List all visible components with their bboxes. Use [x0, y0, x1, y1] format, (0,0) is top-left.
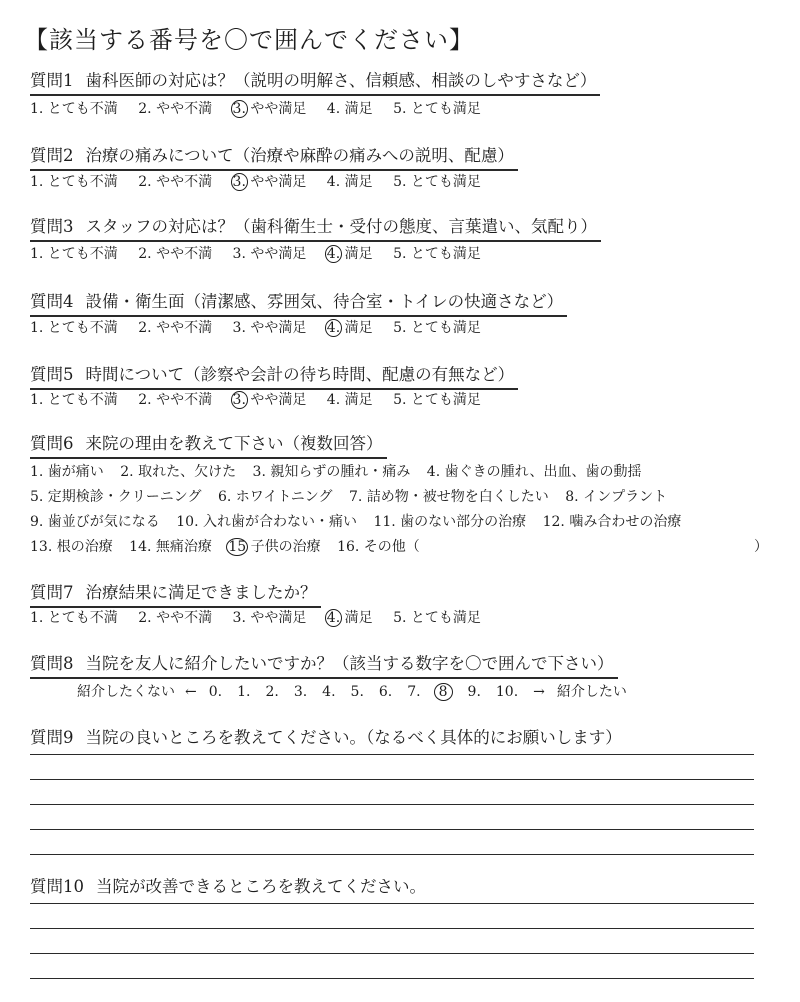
question-number: 質問4	[30, 292, 74, 311]
question-text: スタッフの対応は？（歯科衛生士・受付の態度、言葉遣い、気配り）	[85, 217, 597, 236]
scale-value[interactable]: 1.	[237, 684, 251, 700]
option-4[interactable]: 4. 満足	[326, 392, 373, 408]
option-5[interactable]: 5. とても満足	[393, 101, 481, 117]
reason-option[interactable]: 12. 噛み合わせの治療	[542, 514, 682, 530]
question-number: 質問8	[30, 654, 74, 673]
recommend-scale	[77, 682, 627, 702]
option-4-selected[interactable]: 4. 満足	[326, 610, 373, 626]
reason-option[interactable]: 13. 根の治療	[30, 539, 113, 555]
question-2	[30, 145, 518, 171]
question-6	[30, 433, 387, 459]
scale-value[interactable]: 5.	[350, 684, 364, 700]
answer-line[interactable]	[30, 804, 754, 805]
option-2[interactable]: 2. やや不満	[138, 320, 213, 336]
question-text: 当院の良いところを教えてください。（なるべく具体的にお願いします）	[85, 728, 622, 747]
option-5[interactable]: 5. とても満足	[393, 610, 481, 626]
option-5[interactable]: 5. とても満足	[393, 246, 481, 262]
answer-line[interactable]	[30, 953, 754, 954]
option-1[interactable]: 1. とても不満	[30, 101, 118, 117]
reason-option[interactable]: 4. 歯ぐきの腫れ、出血、歯の動揺	[426, 464, 642, 480]
left-arrow-icon: ←	[185, 684, 197, 700]
scale-value[interactable]: 7.	[407, 684, 421, 700]
reason-option[interactable]: 1. 歯が痛い	[30, 464, 104, 480]
scale-value[interactable]: 10.	[495, 684, 519, 700]
answer-line[interactable]	[30, 903, 754, 904]
question-text: 歯科医師の対応は？（説明の明解さ、信頼感、相談のしやすさなど）	[85, 71, 597, 90]
option-3-selected[interactable]: 3. やや満足	[232, 174, 307, 190]
reason-option[interactable]: 5. 定期検診・クリーニング	[30, 489, 202, 505]
scale-value[interactable]: 9.	[467, 684, 481, 700]
q4-options	[30, 318, 481, 338]
option-2[interactable]: 2. やや不満	[138, 174, 213, 190]
answer-line[interactable]	[30, 854, 754, 855]
scale-value[interactable]: 3.	[293, 684, 308, 700]
question-text: 当院を友人に紹介したいですか？（該当する数字を〇で囲んで下さい）	[85, 654, 614, 673]
reason-option[interactable]: 3. 親知らずの腫れ・痛み	[252, 464, 411, 480]
question-1	[30, 70, 600, 96]
option-3[interactable]: 3. やや満足	[232, 320, 307, 336]
option-3-selected[interactable]: 3. やや満足	[232, 392, 307, 408]
reason-option[interactable]: 6. ホワイトニング	[217, 489, 333, 505]
page-title: 【該当する番号を〇で囲んでください】	[24, 26, 474, 54]
q6-row-3	[30, 512, 693, 532]
option-4-selected[interactable]: 4. 満足	[326, 246, 373, 262]
q6-row-4	[30, 537, 420, 557]
reason-option[interactable]: 2. 取れた、欠けた	[120, 464, 237, 480]
question-text: 当院が改善できるところを教えてください。	[96, 877, 426, 896]
option-4[interactable]: 4. 満足	[326, 101, 373, 117]
scale-left-label: 紹介したくない	[77, 684, 175, 700]
reason-option[interactable]: 11. 歯のない部分の治療	[373, 514, 527, 530]
option-4[interactable]: 4. 満足	[326, 174, 373, 190]
option-2[interactable]: 2. やや不満	[138, 610, 213, 626]
question-8	[30, 653, 618, 679]
q7-options	[30, 608, 481, 628]
option-text: 子供の治療	[250, 539, 321, 555]
question-7	[30, 582, 321, 608]
option-3[interactable]: 3. やや満足	[232, 610, 307, 626]
question-number: 質問3	[30, 217, 74, 236]
answer-line[interactable]	[30, 779, 754, 780]
circled-number: 15	[228, 539, 247, 555]
reason-option[interactable]: 7. 詰め物・被せ物を白くしたい	[349, 489, 549, 505]
q3-options	[30, 244, 481, 264]
q6-row-1	[30, 462, 653, 482]
option-5[interactable]: 5. とても満足	[393, 174, 481, 190]
scale-value-selected[interactable]: 8	[434, 683, 453, 701]
question-text: 時間について（診察や会計の待ち時間、配慮の有無など）	[85, 365, 515, 384]
q5-options	[30, 390, 481, 410]
option-2[interactable]: 2. やや不満	[138, 246, 213, 262]
q2-options	[30, 172, 481, 192]
scale-value[interactable]: 2.	[265, 684, 279, 700]
scale-value[interactable]: 6.	[378, 684, 393, 700]
option-3[interactable]: 3. やや満足	[232, 246, 307, 262]
option-1[interactable]: 1. とても不満	[30, 174, 118, 190]
scale-value[interactable]: 4.	[322, 684, 336, 700]
answer-line[interactable]	[30, 978, 754, 979]
question-text: 来院の理由を教えて下さい（複数回答）	[85, 434, 383, 453]
reason-option[interactable]: 14. 無痛治療	[129, 539, 212, 555]
q1-options	[30, 99, 481, 119]
question-3	[30, 216, 601, 242]
question-5	[30, 364, 518, 390]
reason-option[interactable]: 8. インプラント	[565, 489, 668, 505]
other-close-paren: ）	[754, 539, 768, 555]
option-5[interactable]: 5. とても満足	[393, 392, 481, 408]
question-number: 質問7	[30, 583, 74, 602]
question-number: 質問6	[30, 434, 74, 453]
option-5[interactable]: 5. とても満足	[393, 320, 481, 336]
option-1[interactable]: 1. とても不満	[30, 392, 118, 408]
scale-value[interactable]: 0.	[208, 684, 223, 700]
option-4-selected[interactable]: 4. 満足	[326, 320, 373, 336]
scale-right-label: 紹介したい	[556, 684, 627, 700]
question-number: 質問9	[30, 728, 74, 747]
question-number: 質問2	[30, 146, 74, 165]
answer-line[interactable]	[30, 754, 754, 755]
question-text: 治療結果に満足できましたか？	[85, 583, 317, 602]
reason-option-other[interactable]: 16. その他（	[337, 539, 420, 555]
reason-option[interactable]: 10. 入れ歯が合わない・痛い	[176, 514, 357, 530]
option-2[interactable]: 2. やや不満	[138, 392, 213, 408]
question-number: 質問5	[30, 365, 74, 384]
q6-row-2	[30, 487, 679, 507]
question-number: 質問1	[30, 71, 74, 90]
question-text: 設備・衛生面（清潔感、雰囲気、待合室・トイレの快適さなど）	[85, 292, 564, 311]
option-1[interactable]: 1. とても不満	[30, 246, 118, 262]
reason-option[interactable]: 9. 歯並びが気になる	[30, 514, 160, 530]
option-2[interactable]: 2. やや不満	[138, 101, 213, 117]
question-4	[30, 291, 567, 317]
question-9	[30, 727, 626, 751]
question-text: 治療の痛みについて（治療や麻酔の痛みへの説明、配慮）	[85, 146, 514, 165]
question-10	[30, 876, 430, 900]
right-arrow-icon: →	[533, 684, 545, 700]
option-1[interactable]: 1. とても不満	[30, 610, 118, 626]
answer-line[interactable]	[30, 829, 754, 830]
reason-option-selected[interactable]	[228, 539, 320, 555]
question-number: 質問10	[30, 877, 84, 896]
answer-line[interactable]	[30, 928, 754, 929]
option-3-selected[interactable]: 3. やや満足	[232, 101, 307, 117]
option-1[interactable]: 1. とても不満	[30, 320, 118, 336]
